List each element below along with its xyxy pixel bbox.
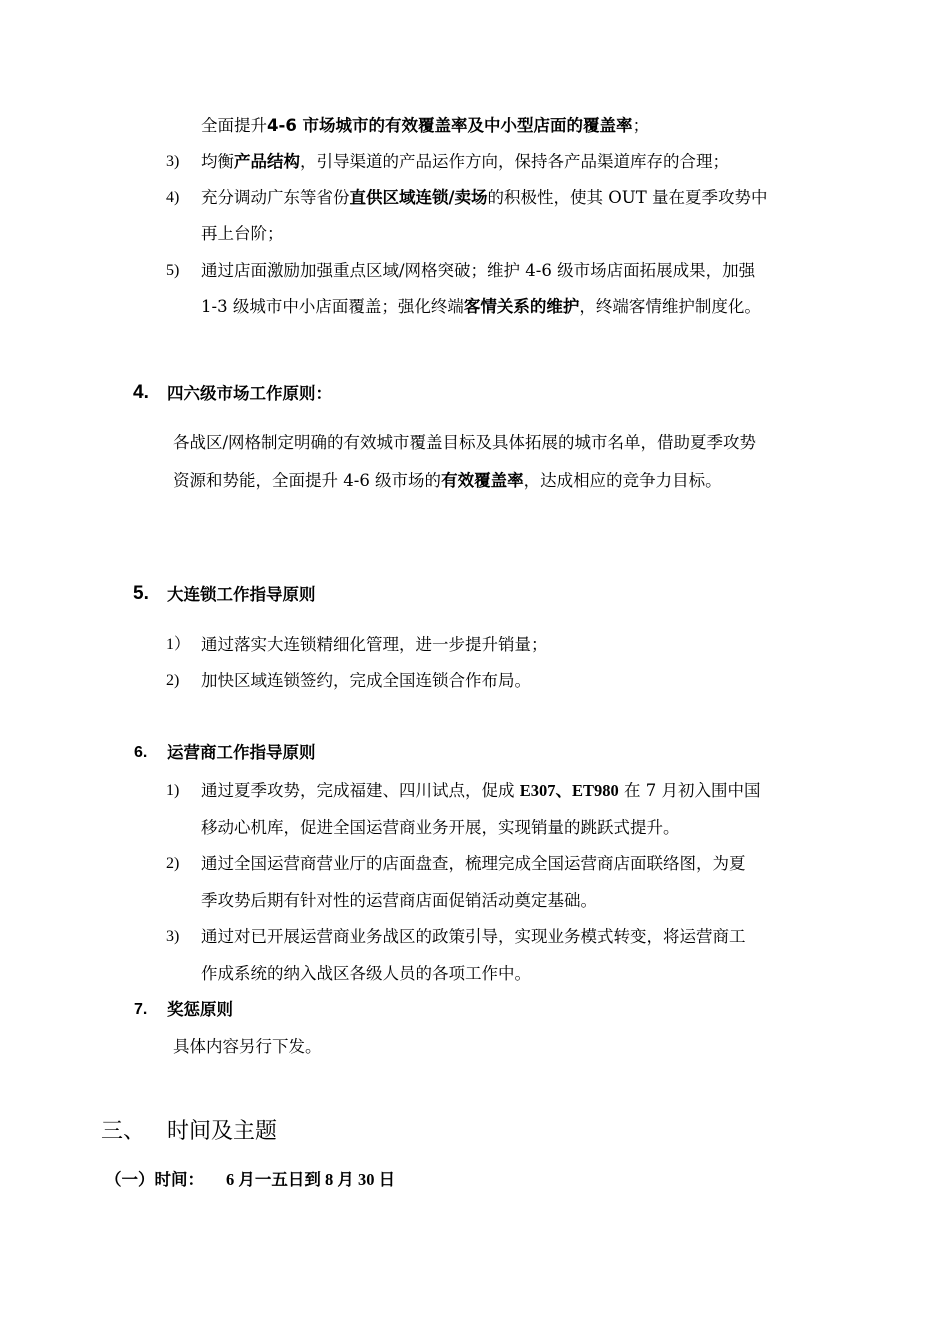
section-heading: 运营商工作指导原则 (167, 743, 316, 762)
text-run: 1-3 级城市中小店面覆盖；强化终端 (201, 297, 464, 316)
paragraph-line: 具体内容另行下发。 (173, 1037, 322, 1056)
list-item-text-cont: 作成系统的纳入战区各级人员的各项工作中。 (201, 964, 531, 983)
list-item-text: 通过店面激励加强重点区域/网格突破；维护 4-6 级市场店面拓展成果，加强 (201, 261, 756, 280)
text-run: ，终端客情维护制度化。 (579, 297, 761, 316)
bold-text-run: E307、ET980 (519, 781, 619, 800)
section-heading: 大连锁工作指导原则 (167, 585, 316, 604)
list-item-text: 加快区域连锁签约，完成全国连锁合作布局。 (201, 671, 531, 690)
list-item-text-cont: 再上台阶； (201, 224, 284, 243)
list-number: 1) (166, 782, 180, 799)
section-heading: 四六级市场工作原则： (167, 384, 332, 403)
list-number: 2) (166, 855, 180, 872)
list-number: 2) (166, 672, 180, 689)
list-item-text-cont: 移动心机库，促进全国运营商业务开展，实现销量的跳跃式提升。 (201, 818, 680, 837)
bold-text-run: 有效覆盖率 (441, 471, 524, 490)
list-number: 5) (166, 262, 180, 279)
section-number: 4. (133, 382, 149, 403)
list-number: 3) (166, 928, 180, 945)
list-number: 4) (166, 189, 180, 206)
text-run: ； (632, 116, 650, 135)
list-item-text (201, 780, 761, 802)
text-run: 通过夏季攻势，完成福建、四川试点，促成 (201, 781, 520, 800)
part-number: 三、 (101, 1119, 146, 1144)
section-number: 6. (134, 744, 148, 761)
list-item-text (201, 151, 729, 173)
list-item-text-cont (201, 296, 761, 318)
list-item-text (201, 187, 767, 209)
bold-text-run: 客情关系的维护 (463, 297, 580, 316)
text-run: 均衡 (201, 152, 234, 171)
list-item-text: 通过落实大连锁精细化管理，进一步提升销量； (201, 635, 548, 654)
bold-text-run: 4-6 市场城市的有效覆盖率及中小型店面的覆盖率 (267, 116, 633, 135)
time-label: （一）时间： (105, 1170, 204, 1189)
section-number: 5. (133, 583, 149, 604)
text-run: 资源和势能，全面提升 4-6 级市场的 (173, 471, 442, 490)
section-heading: 奖惩原则 (167, 1000, 233, 1019)
paragraph-line (173, 470, 722, 492)
time-value: 6 月一五日到 8 月 30 日 (226, 1170, 396, 1189)
paragraph-line: 各战区/网格制定明确的有效城市覆盖目标及具体拓展的城市名单，借助夏季攻势 (173, 433, 757, 452)
text-run: 充分调动广东等省份 (201, 188, 350, 207)
part-heading: 时间及主题 (167, 1119, 278, 1144)
list-item-text: 通过对已开展运营商业务战区的政策引导，实现业务模式转变，将运营商工 (201, 927, 746, 946)
text-run: ，达成相应的竞争力目标。 (523, 471, 722, 490)
list-number: 1） (166, 636, 191, 653)
bold-text-run: 产品结构 (234, 152, 300, 171)
text-run: 全面提升 (201, 116, 267, 135)
list-number: 3) (166, 153, 180, 170)
section-number: 7. (134, 1001, 148, 1018)
bold-text-run: 直供区域连锁/卖场 (349, 188, 488, 207)
text-run: 在 7 月初入围中国 (618, 781, 761, 800)
text-run: ，引导渠道的产品运作方向，保持各产品渠道库存的合理； (300, 152, 729, 171)
text-run: 的积极性，使其 OUT 量在夏季攻势中 (487, 188, 768, 207)
list-item-text: 通过全国运营商营业厅的店面盘查，梳理完成全国运营商店面联络图，为夏 (201, 854, 746, 873)
goal-continuation-line (201, 115, 649, 137)
list-item-text-cont: 季攻势后期有针对性的运营商店面促销活动奠定基础。 (201, 891, 597, 910)
